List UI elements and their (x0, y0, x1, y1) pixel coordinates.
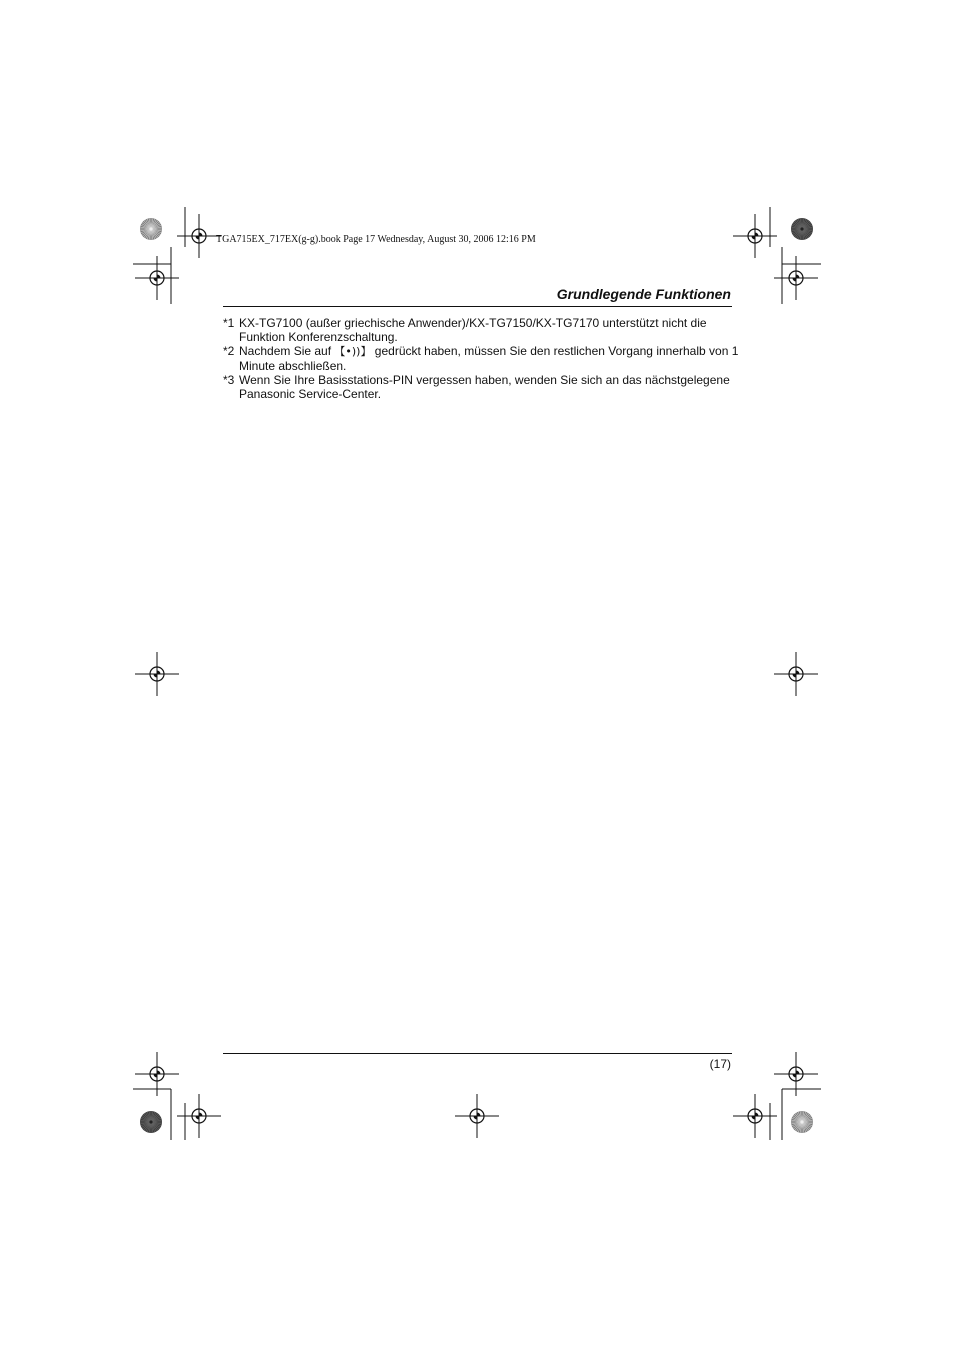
footnote-text (239, 344, 743, 373)
registration-mark-icon (135, 256, 179, 300)
talk-key-icon: 【•))】 (334, 345, 372, 358)
footnote-marker: *1 (223, 316, 235, 330)
footnote-2 (223, 344, 743, 373)
footnote-text: KX-TG7100 (außer griechische Anwender)/KX-TG7150/KX-TG7170 unterstützt nicht die Funktion Konferenzschaltung. (239, 316, 707, 344)
registration-mark-icon (177, 214, 221, 258)
registration-mark-icon (177, 1094, 221, 1138)
color-bar-starburst-icon (140, 218, 162, 240)
footer-rule (223, 1053, 732, 1054)
footnote-text-start: Nachdem Sie auf (239, 344, 335, 358)
footnote-1 (223, 316, 743, 344)
color-bar-starburst-icon (791, 218, 813, 240)
color-bar-starburst-icon (140, 1111, 162, 1133)
header-rule (223, 306, 732, 307)
print-slug: TGA715EX_717EX(g-g).book Page 17 Wednesday, August 30, 2006 12:16 PM (216, 234, 536, 245)
color-bar-starburst-icon (791, 1111, 813, 1133)
registration-mark-icon (774, 652, 818, 696)
footnote-marker: *2 (223, 344, 235, 358)
footnote-list (223, 316, 743, 401)
registration-mark-icon (774, 256, 818, 300)
footnote-marker: *3 (223, 373, 235, 387)
section-title: Grundlegende Funktionen (556, 286, 731, 302)
footnote-text-end: gedrückt haben, müssen Sie den restlichen Vorgang innerhalb von 1 Minute abschließen. (239, 344, 739, 373)
page-number: (17) (709, 1057, 731, 1071)
footnote-3 (223, 373, 743, 401)
registration-mark-icon (455, 1094, 499, 1138)
footnote-text: Wenn Sie Ihre Basisstations-PIN vergessen haben, wenden Sie sich an das nächstgelegene Panasonic Service-Center. (239, 373, 730, 401)
registration-mark-icon (135, 652, 179, 696)
